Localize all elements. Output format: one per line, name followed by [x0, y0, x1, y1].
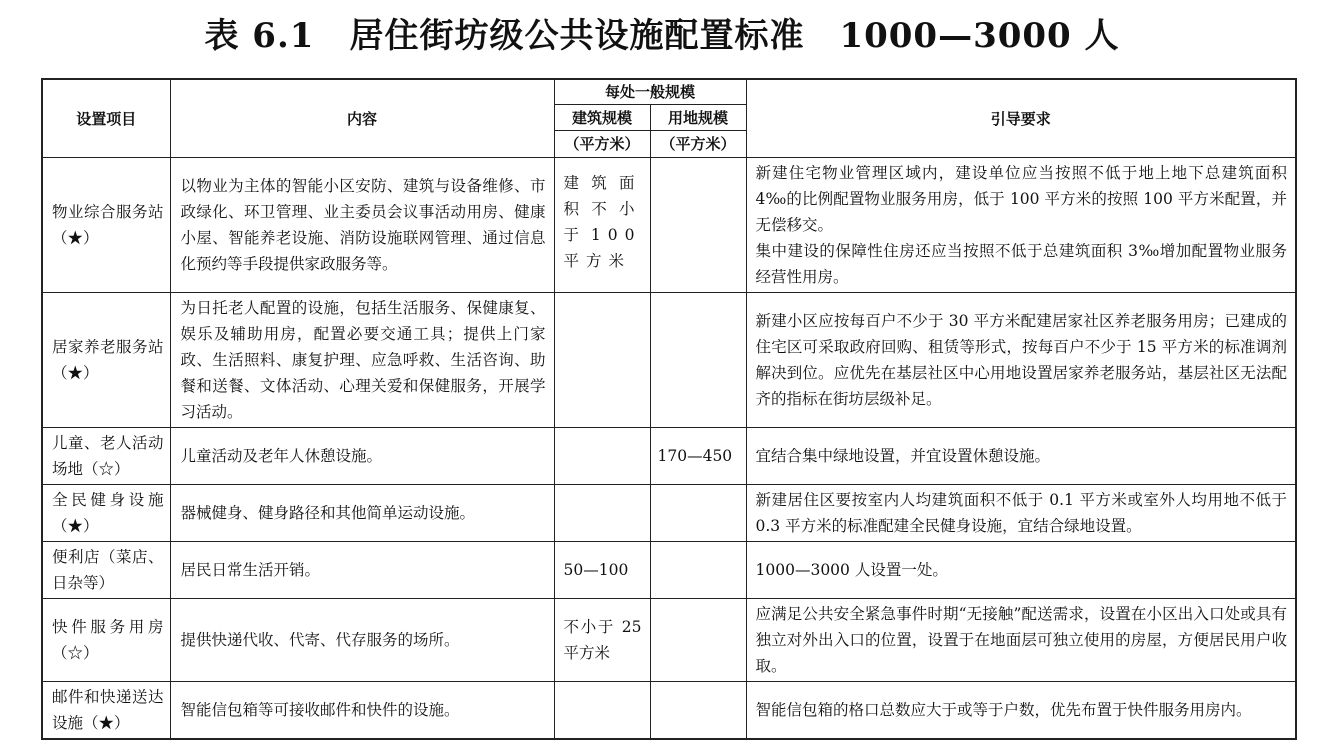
row-item: 物业综合服务站（★）: [52, 203, 164, 247]
table-row: [42, 293, 1296, 428]
facility-standards-table: [41, 78, 1297, 740]
table-row: [42, 599, 1296, 682]
row-build-scale: [555, 358, 650, 362]
row-land-scale: [651, 708, 746, 712]
header-build-scale: 建筑规模: [554, 105, 650, 131]
table-row: [42, 542, 1296, 599]
row-requirements: 应满足公共安全紧急事件时期“无接触”配送需求，设置在小区出入口处或具有独立对外出入口的位置，设置于在地面层可独立使用的房屋，方便居民用户收取。: [755, 605, 1288, 675]
row-item: 邮件和快递送达设施（★）: [52, 688, 164, 732]
row-item: 全民健身设施（★）: [52, 491, 164, 535]
table-row: [42, 158, 1296, 293]
header-land-scale: 用地规模: [650, 105, 746, 131]
row-content: 为日托老人配置的设施，包括生活服务、保健康复、娱乐及辅助用房，配置必要交通工具；提供上门家政、生活照料、康复护理、应急呼救、生活咨询、助餐和送餐、文体活动、心理关爱和保健服务，开展学习活动。: [180, 299, 546, 421]
row-build-scale: 不小于 25 平方米: [563, 618, 642, 662]
row-requirement-1: 新建住宅物业管理区域内，建设单位应当按照不低于地上地下总建筑面积 4‰的比例配置物业服务用房，低于 100 平方米的按照 100 平方米配置，并无偿移交。: [755, 164, 1288, 234]
row-land-scale: [651, 638, 746, 642]
row-build-scale: [555, 708, 650, 712]
row-land-scale: [651, 358, 746, 362]
row-content: 儿童活动及老年人休憩设施。: [180, 447, 383, 465]
row-requirement-2: 集中建设的保障性住房还应当按照不低于总建筑面积 3‰增加配置物业服务经营性用房。: [755, 242, 1288, 286]
header-scale-group: 每处一般规模: [554, 79, 746, 105]
row-item: 便利店（菜店、日杂等）: [52, 548, 164, 592]
header-requirements: 引导要求: [746, 79, 1296, 158]
row-item: 快件服务用房（☆）: [52, 618, 164, 662]
row-item: 儿童、老人活动场地（☆）: [52, 434, 164, 478]
table-row: [42, 682, 1296, 740]
row-build-scale: [555, 511, 650, 515]
row-land-scale: [651, 223, 746, 227]
row-requirements: 宜结合集中绿地设置，并宜设置休憩设施。: [755, 447, 1051, 465]
row-content: 居民日常生活开销。: [180, 561, 321, 579]
row-item: 居家养老服务站（★）: [52, 338, 164, 382]
row-requirements: [747, 158, 1296, 292]
row-requirements: 新建小区应按每百户不少于 30 平方米配建居家社区养老服务用房；已建成的住宅区可采取政府回购、租赁等形式，按每百户不少于 15 平方米的标准调剂解决到位。应优先在基层社区中心用地设置居家养老服务站，基层社区无法配齐的指标在街坊层级补足。: [755, 312, 1288, 408]
table-row: [42, 485, 1296, 542]
header-land-unit: （平方米）: [650, 131, 746, 158]
header-item: 设置项目: [42, 79, 170, 158]
row-land-scale: 170—450: [657, 447, 733, 465]
row-requirements: 新建居住区要按室内人均建筑面积不低于 0.1 平方米或室外人均用地不低于 0.3 平方米的标准配建全民健身设施，宜结合绿地设置。: [755, 491, 1288, 535]
row-content: 提供快递代收、代寄、代存服务的场所。: [180, 631, 460, 649]
row-requirements: 1000—3000 人设置一处。: [755, 561, 948, 579]
row-content: 以物业为主体的智能小区安防、建筑与设备维修、市政绿化、环卫管理、业主委员会议事活动用房、健康小屋、智能养老设施、消防设施联网管理、通过信息化预约等手段提供家政服务等。: [180, 177, 546, 273]
row-build-scale: 50—100: [563, 561, 629, 579]
row-land-scale: [651, 568, 746, 572]
row-content: 器械健身、健身路径和其他简单运动设施。: [180, 504, 476, 522]
row-requirements: 智能信包箱的格口总数应大于或等于户数，优先布置于快件服务用房内。: [755, 701, 1252, 719]
table-title: 表 6.1 居住街坊级公共设施配置标准 1000—3000 人: [204, 16, 1120, 56]
row-build-scale: [555, 454, 650, 458]
header-content: 内容: [170, 79, 554, 158]
row-content: 智能信包箱等可接收邮件和快件的设施。: [180, 701, 460, 719]
row-build-scale: 建筑面积不小于100平方米: [563, 174, 642, 270]
row-land-scale: [651, 511, 746, 515]
table-row: [42, 428, 1296, 485]
header-build-unit: （平方米）: [554, 131, 650, 158]
